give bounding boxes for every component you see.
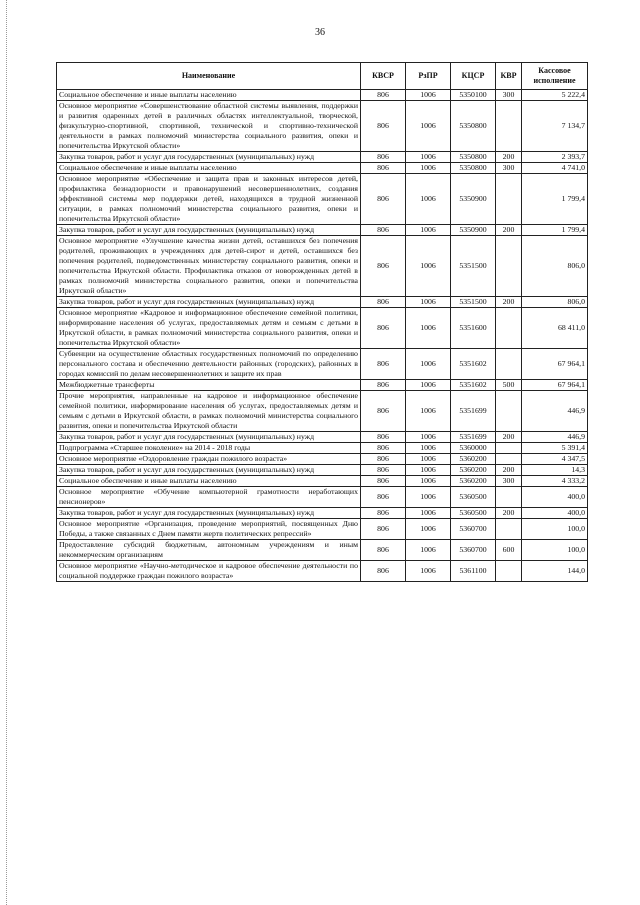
table-row — [57, 297, 588, 308]
cell-kcsr: 5350800 — [451, 152, 496, 163]
table-row — [57, 174, 588, 225]
cell-kcsr: 5351602 — [451, 380, 496, 391]
cell-kvsr: 806 — [361, 152, 406, 163]
cell-amount: 68 411,0 — [522, 308, 588, 349]
scan-edge — [6, 0, 8, 905]
cell-kvr — [496, 561, 522, 582]
cell-kvsr: 806 — [361, 349, 406, 380]
cell-amount: 4 347,5 — [522, 454, 588, 465]
cell-kvr — [496, 391, 522, 432]
cell-rzpr: 1006 — [406, 152, 451, 163]
table-row — [57, 465, 588, 476]
cell-kvr — [496, 519, 522, 540]
cell-kvsr: 806 — [361, 465, 406, 476]
cell-kvsr: 806 — [361, 101, 406, 152]
cell-kcsr: 5360000 — [451, 443, 496, 454]
cell-amount: 1 799,4 — [522, 225, 588, 236]
cell-name: Межбюджетные трансферты — [57, 380, 361, 391]
cell-name: Основное мероприятие «Кадровое и информационное обеспечение семейной политики, информирование населения об услугах, предоставляемых детям и семьям с детьми в Иркутской области, в рамках полномочий министерства социального развития, опеки и попечительства Иркутской области» — [57, 308, 361, 349]
cell-amount: 67 964,1 — [522, 349, 588, 380]
cell-kvsr: 806 — [361, 487, 406, 508]
cell-rzpr: 1006 — [406, 308, 451, 349]
cell-name: Подпрограмма «Старшее поколение» на 2014 - 2018 годы — [57, 443, 361, 454]
cell-kcsr: 5350800 — [451, 163, 496, 174]
cell-kcsr: 5351500 — [451, 236, 496, 297]
cell-name: Закупка товаров, работ и услуг для государственных (муниципальных) нужд — [57, 508, 361, 519]
cell-kvsr: 806 — [361, 443, 406, 454]
table-row — [57, 540, 588, 561]
cell-kvr: 200 — [496, 432, 522, 443]
cell-kcsr: 5350900 — [451, 174, 496, 225]
cell-amount: 400,0 — [522, 487, 588, 508]
cell-rzpr: 1006 — [406, 297, 451, 308]
cell-name: Закупка товаров, работ и услуг для государственных (муниципальных) нужд — [57, 465, 361, 476]
table-row — [57, 476, 588, 487]
table-row — [57, 454, 588, 465]
budget-table — [56, 62, 588, 582]
cell-kcsr: 5360200 — [451, 465, 496, 476]
cell-kcsr: 5351699 — [451, 391, 496, 432]
cell-amount: 14,3 — [522, 465, 588, 476]
cell-kcsr: 5360500 — [451, 508, 496, 519]
cell-kvsr: 806 — [361, 308, 406, 349]
cell-amount: 100,0 — [522, 519, 588, 540]
cell-amount: 100,0 — [522, 540, 588, 561]
cell-name: Социальное обеспечение и иные выплаты населению — [57, 476, 361, 487]
cell-kvr: 300 — [496, 476, 522, 487]
table-row — [57, 487, 588, 508]
cell-amount: 7 134,7 — [522, 101, 588, 152]
cell-name: Основное мероприятие «Улучшение качества жизни детей, оставшихся без попечения родителей, проживающих в учреждениях для детей-сирот и детей, оставшихся без попечения родителей, подведомственных министерству социального развития, опеки и попечительства Иркутской области. Профилактика отказов от новорожденных детей в рамках полномочий министерства социального развития, опеки и попечительства Иркутской области» — [57, 236, 361, 297]
cell-name: Основное мероприятие «Научно-методическое и кадровое обеспечение деятельности по социальной поддержке граждан пожилого возраста» — [57, 561, 361, 582]
cell-name: Субвенции на осуществление областных государственных полномочий по определению персонального состава и обеспечению деятельности районных (городских), районных в городах комиссий по делам несовершеннолетних и защите их прав — [57, 349, 361, 380]
table-body — [57, 90, 588, 582]
cell-kvsr: 806 — [361, 174, 406, 225]
cell-kvr: 300 — [496, 90, 522, 101]
cell-rzpr: 1006 — [406, 561, 451, 582]
cell-amount: 400,0 — [522, 508, 588, 519]
table-row — [57, 519, 588, 540]
cell-kvsr: 806 — [361, 236, 406, 297]
header-kcsr: КЦСР — [451, 63, 496, 90]
table-row — [57, 90, 588, 101]
cell-rzpr: 1006 — [406, 163, 451, 174]
cell-kvsr: 806 — [361, 432, 406, 443]
cell-rzpr: 1006 — [406, 487, 451, 508]
cell-rzpr: 1006 — [406, 236, 451, 297]
table-header-row — [57, 63, 588, 90]
cell-rzpr: 1006 — [406, 465, 451, 476]
cell-rzpr: 1006 — [406, 391, 451, 432]
cell-rzpr: 1006 — [406, 101, 451, 152]
cell-rzpr: 1006 — [406, 225, 451, 236]
cell-name: Основное мероприятие «Организация, проведение мероприятий, посвященных Дню Победы, а также связанных с Днем памяти жертв политических репрессий» — [57, 519, 361, 540]
cell-amount: 5 391,4 — [522, 443, 588, 454]
cell-name: Основное мероприятие «Совершенствование областной системы выявления, поддержки и развития одаренных детей в различных областях интеллектуальной, творческой, физкультурно-спортивной, спортивной, технической и спортивно-технической деятельности в рамках полномочий министерства социального развития, опеки и попечительства Иркутской области» — [57, 101, 361, 152]
table-row — [57, 163, 588, 174]
cell-kvr: 600 — [496, 540, 522, 561]
cell-amount: 1 799,4 — [522, 174, 588, 225]
cell-name: Основное мероприятие «Оздоровление граждан пожилого возраста» — [57, 454, 361, 465]
table-row — [57, 561, 588, 582]
table-row — [57, 308, 588, 349]
cell-kvsr: 806 — [361, 297, 406, 308]
cell-kvr — [496, 487, 522, 508]
cell-amount: 5 222,4 — [522, 90, 588, 101]
cell-rzpr: 1006 — [406, 519, 451, 540]
cell-amount: 67 964,1 — [522, 380, 588, 391]
cell-rzpr: 1006 — [406, 508, 451, 519]
cell-kvr: 300 — [496, 163, 522, 174]
cell-kvr: 500 — [496, 380, 522, 391]
cell-rzpr: 1006 — [406, 540, 451, 561]
table-row — [57, 380, 588, 391]
cell-kvr: 200 — [496, 297, 522, 308]
cell-kvsr: 806 — [361, 163, 406, 174]
cell-amount: 806,0 — [522, 236, 588, 297]
header-rzpr: РзПР — [406, 63, 451, 90]
cell-name: Закупка товаров, работ и услуг для государственных (муниципальных) нужд — [57, 297, 361, 308]
header-kvr: КВР — [496, 63, 522, 90]
cell-kvr: 200 — [496, 508, 522, 519]
cell-amount: 4 741,0 — [522, 163, 588, 174]
cell-kvr — [496, 101, 522, 152]
cell-kvr — [496, 174, 522, 225]
cell-kvr — [496, 454, 522, 465]
cell-kcsr: 5351500 — [451, 297, 496, 308]
table-row — [57, 101, 588, 152]
cell-kvsr: 806 — [361, 519, 406, 540]
cell-amount: 806,0 — [522, 297, 588, 308]
cell-kcsr: 5351602 — [451, 349, 496, 380]
cell-name: Закупка товаров, работ и услуг для государственных (муниципальных) нужд — [57, 225, 361, 236]
table-row — [57, 443, 588, 454]
cell-kcsr: 5360700 — [451, 519, 496, 540]
cell-name: Социальное обеспечение и иные выплаты населению — [57, 163, 361, 174]
cell-kvsr: 806 — [361, 391, 406, 432]
cell-amount: 446,9 — [522, 391, 588, 432]
cell-kvr: 200 — [496, 152, 522, 163]
cell-kvsr: 806 — [361, 540, 406, 561]
cell-amount: 446,9 — [522, 432, 588, 443]
cell-name: Закупка товаров, работ и услуг для государственных (муниципальных) нужд — [57, 432, 361, 443]
table-row — [57, 391, 588, 432]
cell-kcsr: 5350800 — [451, 101, 496, 152]
cell-kcsr: 5360500 — [451, 487, 496, 508]
cell-kcsr: 5360200 — [451, 476, 496, 487]
cell-amount: 144,0 — [522, 561, 588, 582]
cell-rzpr: 1006 — [406, 90, 451, 101]
cell-kcsr: 5360200 — [451, 454, 496, 465]
cell-name: Основное мероприятие «Обеспечение и защита прав и законных интересов детей, профилактика безнадзорности и правонарушений несовершеннолетних, создания эффективной системы мер поддержки детей, находящихся в трудной жизненной ситуации, в рамках полномочий министерства социального развития, опеки и попечительства Иркутской области» — [57, 174, 361, 225]
table-row — [57, 432, 588, 443]
header-name: Наименование — [57, 63, 361, 90]
header-kvsr: КВСР — [361, 63, 406, 90]
cell-rzpr: 1006 — [406, 443, 451, 454]
cell-amount: 4 333,2 — [522, 476, 588, 487]
cell-kvsr: 806 — [361, 476, 406, 487]
cell-name: Прочие мероприятия, направленные на кадровое и информационное обеспечение семейной политики, информирование населения об услугах, предоставляемых детям и семьям с детьми в Иркутской области, в рамках полномочий министерства социального развития, опеки и попечительства Иркутской области — [57, 391, 361, 432]
page-number: 36 — [315, 27, 325, 38]
cell-kvr — [496, 349, 522, 380]
cell-kcsr: 5350900 — [451, 225, 496, 236]
cell-kcsr: 5351699 — [451, 432, 496, 443]
cell-kvr — [496, 308, 522, 349]
cell-name: Предоставление субсидий бюджетным, автономным учреждениям и иным некоммерческим организациям — [57, 540, 361, 561]
cell-kvr — [496, 443, 522, 454]
cell-kvr — [496, 236, 522, 297]
cell-rzpr: 1006 — [406, 454, 451, 465]
cell-kvsr: 806 — [361, 508, 406, 519]
cell-kvsr: 806 — [361, 454, 406, 465]
cell-kvsr: 806 — [361, 380, 406, 391]
table-row — [57, 236, 588, 297]
cell-name: Социальное обеспечение и иные выплаты населению — [57, 90, 361, 101]
cell-rzpr: 1006 — [406, 432, 451, 443]
cell-kvr: 200 — [496, 225, 522, 236]
cell-kvsr: 806 — [361, 225, 406, 236]
header-amount: Кассовое исполнение — [522, 63, 588, 90]
cell-kvr: 200 — [496, 465, 522, 476]
cell-rzpr: 1006 — [406, 476, 451, 487]
cell-name: Закупка товаров, работ и услуг для государственных (муниципальных) нужд — [57, 152, 361, 163]
cell-kcsr: 5361100 — [451, 561, 496, 582]
cell-kcsr: 5350100 — [451, 90, 496, 101]
cell-rzpr: 1006 — [406, 174, 451, 225]
table-row — [57, 508, 588, 519]
cell-amount: 2 393,7 — [522, 152, 588, 163]
cell-kcsr: 5351600 — [451, 308, 496, 349]
table-row — [57, 349, 588, 380]
cell-rzpr: 1006 — [406, 349, 451, 380]
cell-kcsr: 5360700 — [451, 540, 496, 561]
cell-name: Основное мероприятие «Обучение компьютерной грамотности неработающих пенсионеров» — [57, 487, 361, 508]
cell-kvsr: 806 — [361, 90, 406, 101]
cell-rzpr: 1006 — [406, 380, 451, 391]
cell-kvsr: 806 — [361, 561, 406, 582]
table-row — [57, 225, 588, 236]
table-row — [57, 152, 588, 163]
